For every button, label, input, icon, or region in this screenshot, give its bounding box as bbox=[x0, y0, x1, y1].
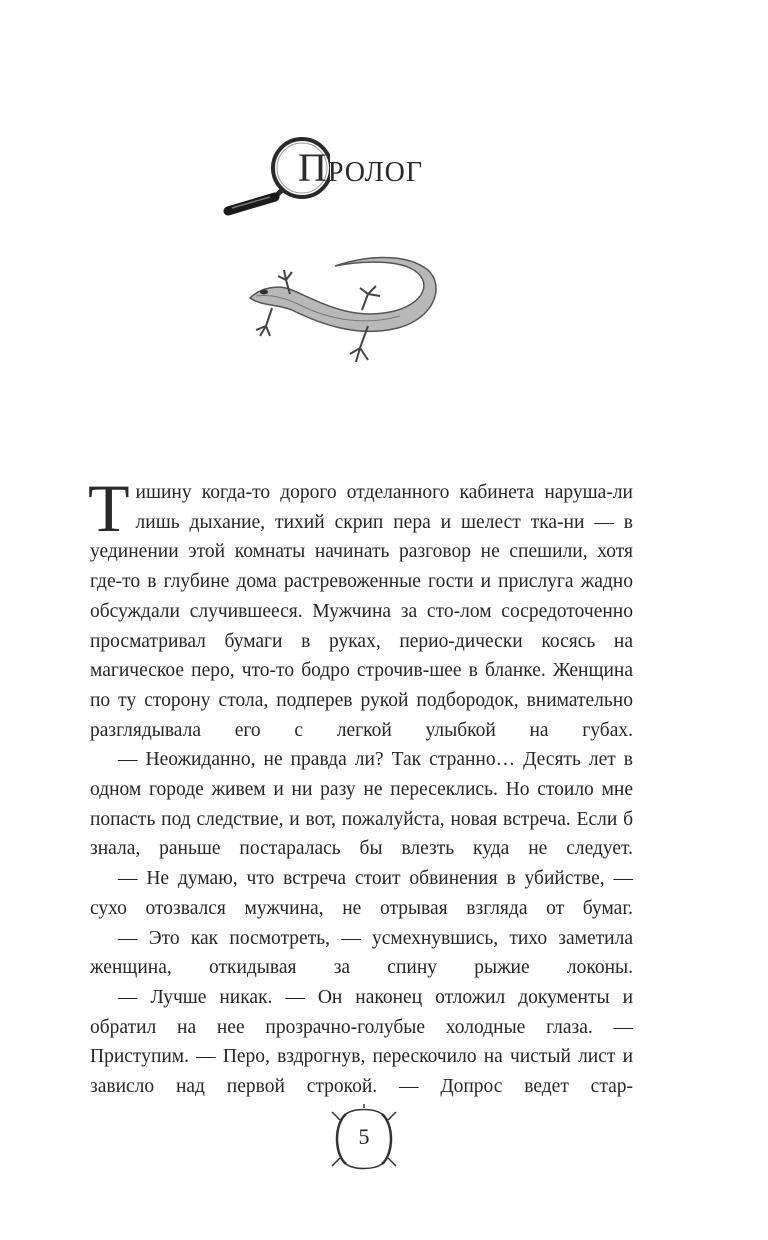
paragraph-5: — Лучше никак. — Он наконец отложил документы и обратил на нее прозрачно-голубые холодные глаза. — Приступим. — Перо, вздрогнув, перескочило на чистый лист и зависло над первой строкой. — Допрос ведет стар- bbox=[90, 986, 633, 1098]
page-number-ornament bbox=[326, 1104, 402, 1174]
lizard-illustration bbox=[240, 250, 445, 380]
paragraph-4: — Это как посмотреть, — усмехнувшись, тихо заметила женщина, откидывая за спину рыжие локоны. bbox=[90, 927, 633, 979]
page-number: 5 bbox=[358, 1124, 370, 1149]
paragraph-2: — Неожиданно, не правда ли? Так странно… Десять лет в одном городе живем и ни разу не пересеклись. Но стоило мне попасть под следствие, и вот, пожалуйста, новая встреча. Если б знала, раньше постаралась бы влезть куда не следует. bbox=[90, 749, 633, 860]
chapter-title: Пролог bbox=[298, 145, 424, 190]
paragraph-3: — Не думаю, что встреча стоит обвинения в убийстве, — сухо отозвался мужчина, не отрывая взгляда от бумаг. bbox=[90, 868, 633, 919]
paragraph-1: Тишину когда-то дорого отделанного кабинета наруша-ли лишь дыхание, тихий скрип пера и шелест тка-ни — в уединении этой комнаты начинать разговор не спешили, хотя где-то в глубине дома растревоженные гости и прислуга жадно обсуждали случившееся. Мужчина за сто-лом сосредоточенно просматривал бумаги в руках, перио-дически косясь на магическое перо, что-то бодро строчив-шее в бланке. Женщина по ту сторону стола, подперев рукой подбородок, внимательно разглядывала его с легкой улыбкой на губах. bbox=[88, 470, 633, 741]
drop-cap: Т bbox=[88, 470, 130, 546]
chapter-heading bbox=[220, 128, 480, 228]
chapter-text bbox=[88, 470, 633, 1102]
